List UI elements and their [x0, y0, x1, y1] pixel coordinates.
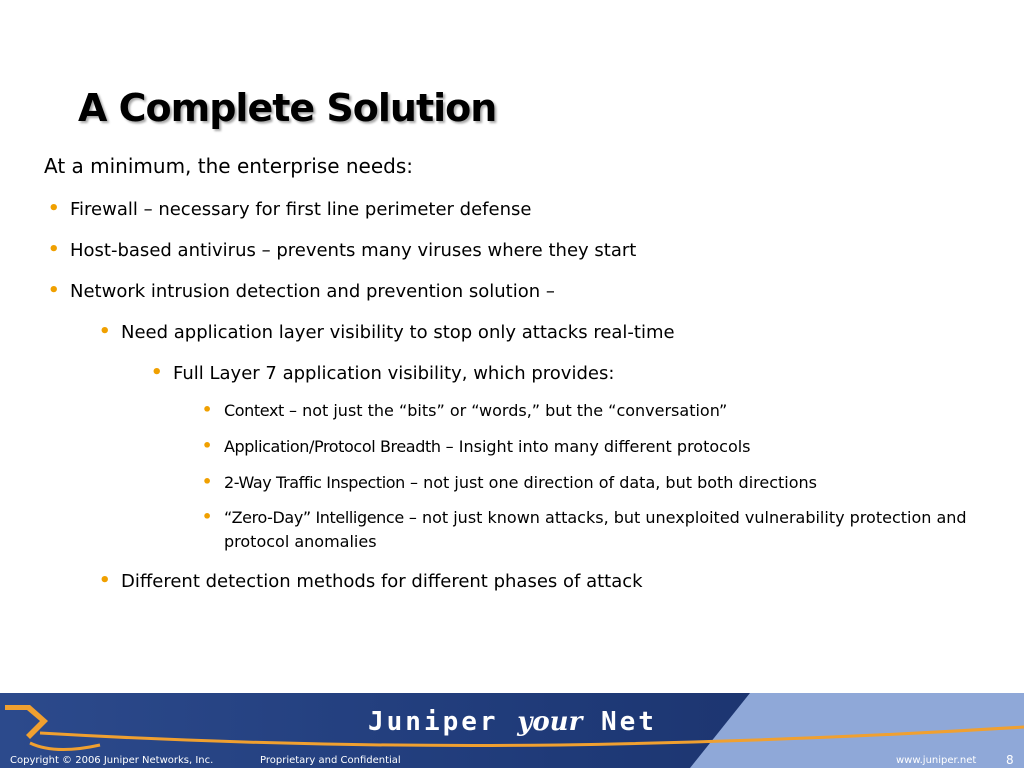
detail-term: Application/Protocol Breadth [224, 437, 441, 456]
detail-zero-day [202, 506, 969, 554]
bullet-icon: • [99, 570, 111, 591]
detail-context [202, 400, 728, 420]
brand-right: Net [600, 707, 657, 737]
detail-text: – not just one direction of data, but both directions [404, 473, 817, 492]
bullet-icon: • [202, 400, 213, 419]
sub-bullet-visibility [99, 321, 675, 343]
bullet-antivirus [48, 239, 637, 261]
bullet-icon: • [48, 239, 60, 260]
detail-text: – Insight into many different protocols [440, 437, 751, 456]
bullet-ids [48, 280, 555, 302]
bullet-text: Full Layer 7 application visibility, which provides: [173, 363, 615, 384]
brand-left: Juniper [368, 707, 499, 737]
detail-term: 2-Way Traffic Inspection [224, 473, 405, 492]
brand-wordmark [368, 707, 657, 737]
detail-term: “Zero-Day” Intelligence [224, 508, 404, 527]
detail-breadth [202, 436, 751, 456]
detail-term: Context [224, 401, 284, 420]
bullet-text: Firewall – necessary for first line perimeter defense [70, 199, 532, 220]
bullet-icon: • [202, 472, 213, 491]
footer-website: www.juniper.net [896, 755, 977, 766]
sub-sub-bullet-layer7 [151, 362, 615, 384]
bullet-icon: • [99, 321, 111, 342]
slide-title: A Complete Solution [78, 86, 497, 130]
bullet-text: Host-based antivirus – prevents many viruses where they start [70, 240, 637, 261]
bullet-firewall [48, 198, 532, 220]
footer-confidential: Proprietary and Confidential [260, 755, 401, 766]
bullet-text: Need application layer visibility to stop only attacks real-time [121, 322, 675, 343]
bullet-icon: • [151, 362, 163, 383]
footer-page-number: 8 [1006, 753, 1014, 767]
bullet-icon: • [202, 507, 213, 526]
footer-copyright: Copyright © 2006 Juniper Networks, Inc. [10, 755, 214, 766]
detail-text: – not just the “bits” or “words,” but the “conversation” [283, 401, 728, 420]
bullet-text: Network intrusion detection and prevention solution – [70, 281, 555, 302]
bullet-icon: • [202, 436, 213, 455]
bullet-icon: • [48, 280, 60, 301]
bullet-icon: • [48, 198, 60, 219]
intro-text: At a minimum, the enterprise needs: [44, 154, 413, 178]
detail-two-way [202, 472, 817, 492]
detail-text: – not just known attacks, but unexploited vulnerability protection and protocol anomalies [224, 508, 967, 551]
bullet-text: Different detection methods for different phases of attack [121, 571, 643, 592]
sub-bullet-detection [99, 570, 643, 592]
brand-script: your [517, 707, 583, 737]
